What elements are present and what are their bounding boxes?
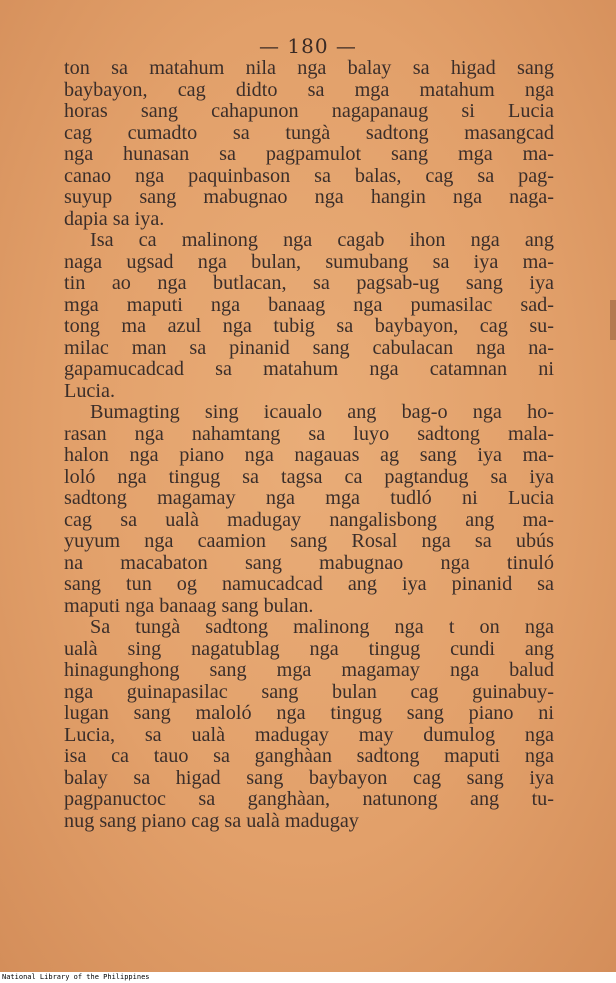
text-line: cag cumadto sa tungà sadtong masangcad	[64, 121, 554, 144]
text-line: lugan sang maloló nga tingug sang piano ni	[64, 702, 554, 724]
text-line: naga ugsad nga bulan, sumubang sa iya ma-	[64, 250, 554, 273]
text-line: hinagunghong sang mga magamay nga balud	[64, 659, 554, 681]
text-line: sadtong magamay nga mga tudló ni Lucia	[64, 487, 554, 509]
text-line: nga hunasan sa pagpamulot sang mga ma-	[64, 143, 554, 165]
page-body-text	[64, 58, 554, 832]
text-line: horas sang cahapunon nagapanaug si Lucia	[64, 100, 554, 122]
text-line: maputi nga banaag sang bulan.	[64, 594, 314, 617]
page-number: — 180 —	[259, 34, 357, 58]
paragraph	[64, 58, 554, 230]
page-edge-mark	[610, 300, 616, 340]
text-line: gapamucadcad sa matahum nga catamnan ni	[64, 358, 554, 380]
text-line: milac man sa pinanid sang cabulacan nga na-	[64, 336, 554, 359]
text-line: Sa tungà sadtong malinong nga t on nga	[90, 616, 554, 638]
text-line: rasan nga nahamtang sa luyo sadtong mala-	[64, 422, 554, 445]
text-line: Lucia, sa ualà madugay may dumulog nga	[64, 723, 554, 746]
library-credit: National Library of the Philippines	[2, 973, 150, 981]
text-line: Lucia.	[64, 379, 116, 402]
text-line: nga guinapasilac sang bulan cag guinabuy-	[64, 680, 554, 703]
paragraph	[64, 617, 554, 832]
text-line: ton sa matahum nila nga balay sa higad sang	[64, 57, 554, 79]
text-line: cag sa ualà madugay nangalisbong ang ma-	[64, 508, 554, 531]
text-line: nug sang piano cag sa ualà madugay	[64, 809, 359, 832]
text-line: isa ca tauo sa ganghàan sadtong maputi nga	[64, 745, 554, 767]
text-line: canao nga paquinbason sa balas, cag sa pag-	[64, 164, 554, 187]
text-line: tin ao nga butlacan, sa pagsab-ug sang iya	[64, 272, 554, 294]
footer-bar	[0, 972, 616, 983]
text-line: yuyum nga caamion sang Rosal nga sa ubús	[64, 530, 554, 552]
text-line: baybayon, cag didto sa mga matahum nga	[64, 78, 554, 101]
text-line: Isa ca malinong nga cagab ihon nga ang	[90, 229, 554, 251]
text-line: tong ma azul nga tubig sa baybayon, cag su-	[64, 315, 554, 337]
text-line: suyup sang mabugnao nga hangin nga naga-	[64, 186, 554, 208]
text-line: Bumagting sing icaualo ang bag-o nga ho-	[90, 401, 554, 423]
text-line: na macabaton sang mabugnao nga tinuló	[64, 551, 554, 574]
paragraph	[64, 230, 554, 402]
paragraph	[64, 402, 554, 617]
text-line: pagpanuctoc sa ganghàan, natunong ang tu-	[64, 788, 554, 810]
text-line: dapia sa iya.	[64, 207, 165, 230]
text-line: halon nga piano nga nagauas ag sang iya ma-	[64, 444, 554, 466]
text-line: loló nga tingug sa tagsa ca pagtandug sa iya	[64, 465, 554, 488]
text-line: sang tun og namucadcad ang iya pinanid sa	[64, 573, 554, 595]
text-line: balay sa higad sang baybayon cag sang iya	[64, 766, 554, 789]
text-line: ualà sing nagatublag nga tingug cundi ang	[64, 637, 554, 660]
text-line: mga maputi nga banaag nga pumasilac sad-	[64, 293, 554, 316]
